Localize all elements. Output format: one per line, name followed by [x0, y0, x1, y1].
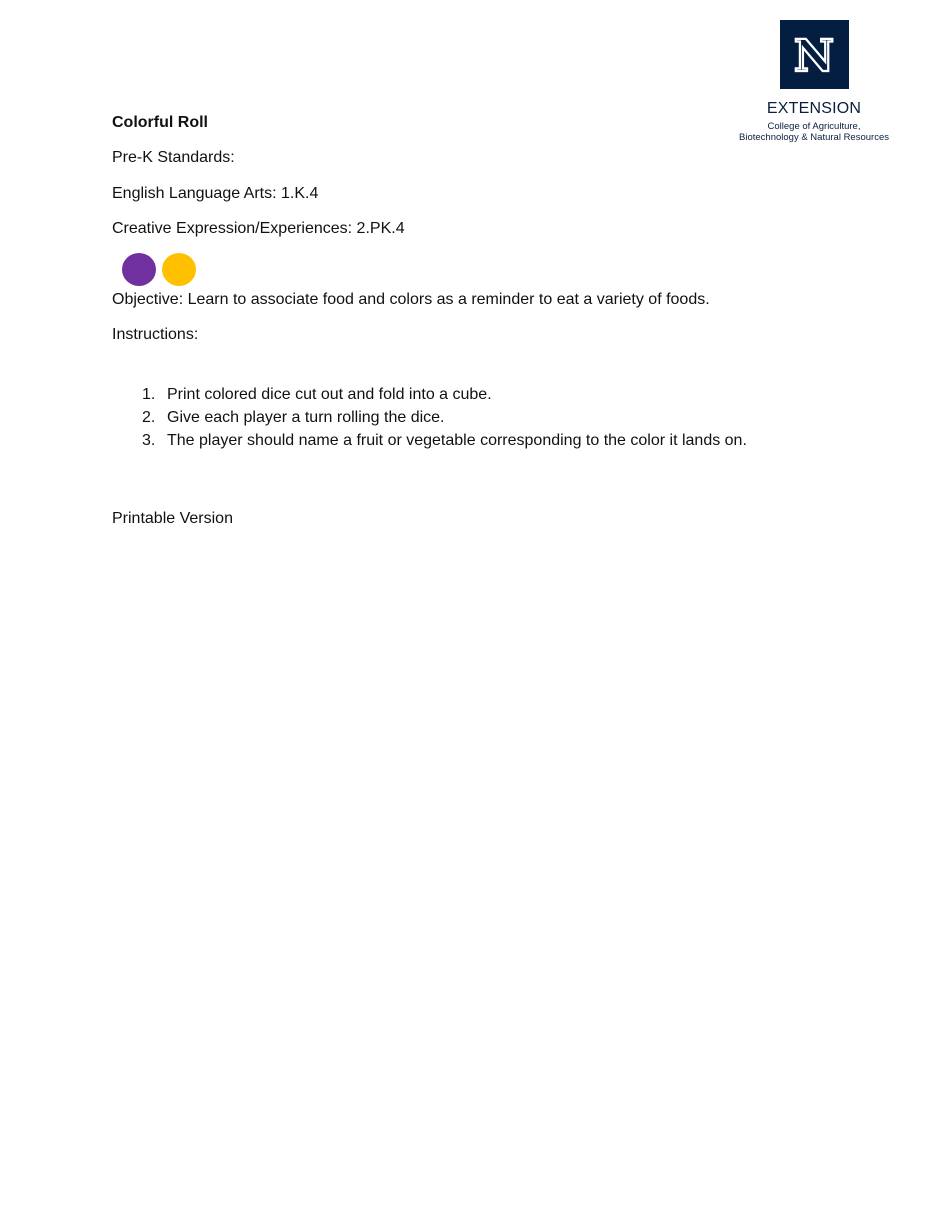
step-text: Give each player a turn rolling the dice. — [167, 409, 445, 426]
extension-logo — [734, 20, 894, 143]
list-item — [112, 383, 747, 406]
prek-standards-label: Pre-K Standards: — [112, 149, 235, 166]
n-letter-glyph: N — [793, 32, 835, 77]
nevada-n-logo-icon — [780, 20, 849, 89]
ela-standard: English Language Arts: 1.K.4 — [112, 185, 319, 202]
objective-text: Objective: Learn to associate food and colors as a reminder to eat a variety of foods. — [112, 291, 710, 308]
step-number: 3. — [142, 432, 156, 449]
college-line-1: College of Agriculture, — [767, 121, 861, 132]
step-text: The player should name a fruit or vegetable corresponding to the color it lands on. — [167, 432, 747, 449]
creative-standard: Creative Expression/Experiences: 2.PK.4 — [112, 220, 405, 237]
list-item — [112, 406, 747, 429]
step-text: Print colored dice cut out and fold into a cube. — [167, 386, 492, 403]
step-number: 1. — [142, 386, 156, 403]
purple-dot — [122, 253, 156, 286]
instructions-list — [112, 383, 747, 452]
color-dots — [122, 253, 196, 286]
list-item — [112, 429, 747, 452]
yellow-dot — [162, 253, 196, 286]
document-title: Colorful Roll — [112, 114, 208, 131]
extension-label: EXTENSION — [766, 100, 862, 117]
college-line-2: Biotechnology & Natural Resources — [739, 132, 889, 143]
instructions-label: Instructions: — [112, 326, 199, 343]
step-number: 2. — [142, 409, 156, 426]
printable-version-link[interactable]: Printable Version — [112, 510, 233, 527]
n-letter-icon — [789, 33, 839, 77]
